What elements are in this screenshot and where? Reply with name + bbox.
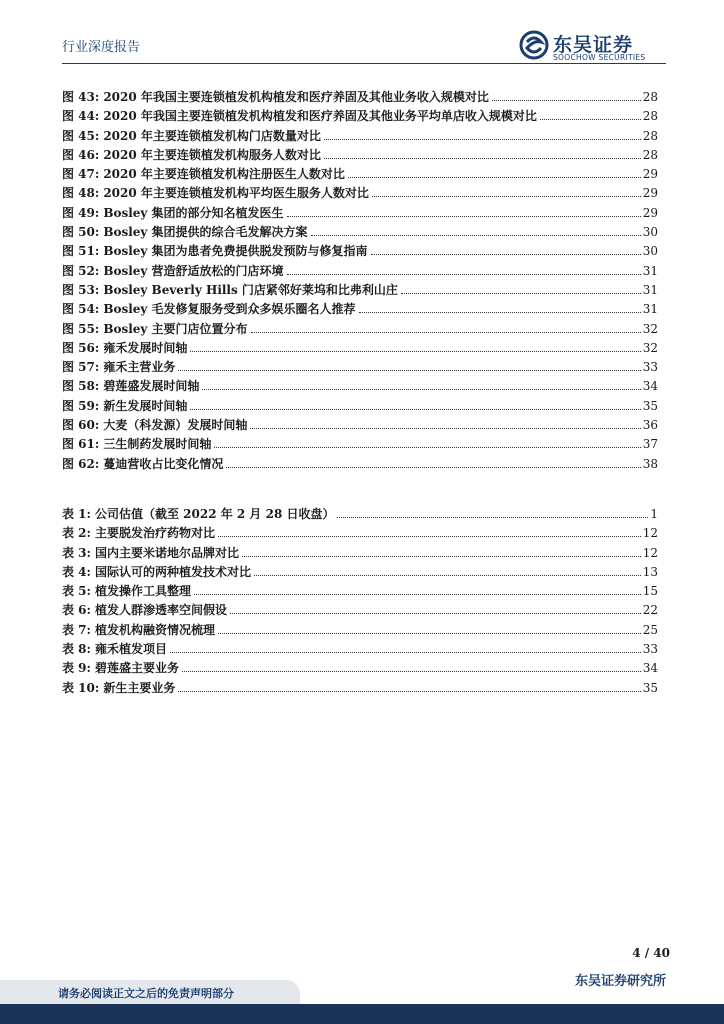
table-label: 表 4:: [62, 564, 91, 579]
figure-label: 图 43:: [62, 90, 100, 104]
dot-leader: [178, 370, 640, 371]
table-page-number: 12: [642, 526, 658, 541]
figure-title: 新生发展时间轴: [103, 398, 188, 413]
table-title: 主要脱发治疗药物对比: [94, 526, 215, 541]
table-title: 公司估值（截至 2022 年 2 月 28 日收盘）: [94, 507, 335, 521]
figure-page-number: 31: [642, 302, 658, 317]
page-number: 4 / 40: [632, 946, 670, 960]
figure-label: 图 47:: [62, 167, 100, 182]
table-toc-entry[interactable]: [62, 621, 658, 640]
figure-title: Bosley 集团的部分知名植发医生: [103, 205, 284, 220]
figure-page-number: 36: [642, 418, 658, 433]
dot-leader: [287, 216, 641, 217]
footer-band: [0, 1004, 724, 1024]
table-label: 表 1:: [62, 507, 91, 521]
table-page-number: 1: [650, 507, 658, 521]
table-title: 国际认可的两种植发技术对比: [94, 564, 251, 579]
table-toc-list: [62, 505, 658, 698]
table-title: 植发操作工具整理: [94, 584, 191, 599]
header-section-label: 行业深度报告: [62, 40, 141, 55]
figure-page-number: 33: [642, 360, 658, 375]
figure-toc-entry[interactable]: [62, 262, 658, 281]
dot-leader: [170, 652, 641, 653]
figure-toc-entry[interactable]: [62, 88, 658, 107]
table-title: 雍禾植发项目: [94, 642, 167, 657]
figure-toc-entry[interactable]: [62, 358, 658, 377]
figure-page-number: 32: [642, 340, 658, 355]
dot-leader: [178, 691, 640, 692]
figure-page-number: 29: [642, 167, 658, 182]
figure-label: 图 57:: [62, 360, 100, 375]
dot-leader: [311, 235, 641, 236]
table-page-number: 33: [642, 642, 658, 657]
figure-title: 蔓迪营收占比变化情况: [103, 456, 224, 471]
figure-label: 图 62:: [62, 456, 100, 471]
figure-toc-entry[interactable]: [62, 184, 658, 203]
figure-page-number: 32: [642, 321, 658, 336]
figure-label: 图 48:: [62, 186, 100, 201]
brand-logo: [519, 30, 669, 64]
table-toc-entry[interactable]: [62, 582, 658, 601]
figure-title: Bosley 集团提供的综合毛发解决方案: [103, 225, 308, 240]
figure-toc-entry[interactable]: [62, 204, 658, 223]
figure-toc-entry[interactable]: [62, 300, 658, 319]
table-page-number: 34: [642, 661, 658, 676]
figure-page-number: 38: [642, 456, 658, 471]
figure-page-number: 30: [642, 244, 658, 259]
dot-leader: [324, 158, 641, 159]
figure-toc-entry[interactable]: [62, 107, 658, 126]
figure-title: 2020 年我国主要连锁植发机构植发和医疗养固及其他业务收入规模对比: [103, 90, 489, 104]
table-label: 表 6:: [62, 603, 91, 618]
dot-leader: [242, 556, 641, 557]
dot-leader: [401, 293, 641, 294]
figure-toc-entry[interactable]: [62, 165, 658, 184]
figure-page-number: 28: [642, 128, 658, 143]
table-toc-entry[interactable]: [62, 679, 658, 698]
dot-leader: [254, 575, 641, 576]
figure-page-number: 29: [642, 205, 658, 220]
figure-title: Bosley 集团为患者免费提供脱发预防与修复指南: [103, 244, 368, 259]
dot-leader: [250, 428, 640, 429]
figure-label: 图 61:: [62, 437, 100, 452]
figure-label: 图 51:: [62, 244, 100, 259]
dot-leader: [492, 100, 641, 101]
table-toc-entry[interactable]: [62, 563, 658, 582]
figure-title: 雍禾发展时间轴: [103, 340, 188, 355]
table-label: 表 3:: [62, 545, 91, 560]
figure-title: Bosley 毛发修复服务受到众多娱乐圈名人推荐: [103, 302, 356, 317]
figure-toc-entry[interactable]: [62, 320, 658, 339]
figure-toc-entry[interactable]: [62, 339, 658, 358]
dot-leader: [251, 332, 641, 333]
figure-label: 图 53:: [62, 282, 100, 297]
figure-title: Bosley 营造舒适放松的门店环境: [103, 263, 284, 278]
figure-toc-entry[interactable]: [62, 397, 658, 416]
figure-title: 2020 年主要连锁植发机构服务人数对比: [103, 147, 321, 162]
dot-leader: [226, 467, 640, 468]
figure-toc-entry[interactable]: [62, 416, 658, 435]
table-toc-entry[interactable]: [62, 524, 658, 543]
figure-page-number: 28: [642, 109, 658, 124]
dot-leader: [540, 119, 641, 120]
figure-page-number: 34: [642, 379, 658, 394]
figure-page-number: 30: [642, 225, 658, 240]
figure-label: 图 60:: [62, 418, 100, 433]
figure-toc-entry[interactable]: [62, 242, 658, 261]
table-toc-entry[interactable]: [62, 544, 658, 563]
figure-title: 2020 年我国主要连锁植发机构植发和医疗养固及其他业务平均单店收入规模对比: [103, 109, 537, 124]
dot-leader: [218, 536, 641, 537]
figure-toc-entry[interactable]: [62, 146, 658, 165]
table-toc-entry[interactable]: [62, 601, 658, 620]
table-title: 国内主要米诺地尔品牌对比: [94, 545, 239, 560]
table-label: 表 9:: [62, 661, 91, 676]
figure-title: 大麦（科发源）发展时间轴: [103, 418, 248, 433]
dot-leader: [214, 447, 640, 448]
figure-label: 图 45:: [62, 128, 100, 143]
soochow-logo-icon: [519, 30, 549, 60]
table-page-number: 35: [642, 680, 658, 695]
figure-title: Bosley 主要门店位置分布: [103, 321, 248, 336]
dot-leader: [218, 633, 641, 634]
dot-leader: [371, 254, 641, 255]
figure-label: 图 50:: [62, 225, 100, 240]
table-toc-entry[interactable]: [62, 505, 658, 524]
figure-title: Bosley Beverly Hills 门店紧邻好莱坞和比弗利山庄: [103, 282, 398, 297]
figure-label: 图 44:: [62, 109, 100, 124]
table-toc-entry[interactable]: [62, 659, 658, 678]
figure-toc-entry[interactable]: [62, 435, 658, 454]
dot-leader: [182, 671, 641, 672]
dot-leader: [194, 594, 641, 595]
institute-name: 东吴证券研究所: [574, 974, 666, 989]
dot-leader: [337, 517, 648, 518]
figure-label: 图 46:: [62, 147, 100, 162]
dot-leader: [230, 613, 641, 614]
disclaimer-text: 请务必阅读正文之后的免责声明部分: [58, 987, 234, 1000]
figure-label: 图 59:: [62, 398, 100, 413]
disclaimer-tab: [0, 980, 300, 1004]
table-page-number: 12: [642, 545, 658, 560]
header-divider: [62, 63, 666, 64]
figure-label: 图 52:: [62, 263, 100, 278]
logo-chinese-name: 东吴证券: [553, 34, 634, 56]
figure-title: 三生制药发展时间轴: [103, 437, 212, 452]
table-title: 碧莲盛主要业务: [94, 661, 179, 676]
figure-label: 图 49:: [62, 205, 100, 220]
logo-english-name: SOOCHOW SECURITIES: [553, 53, 646, 62]
table-page-number: 25: [642, 622, 658, 637]
figure-label: 图 58:: [62, 379, 100, 394]
table-label: 表 2:: [62, 526, 91, 541]
figure-toc-list: [62, 88, 658, 474]
table-page-number: 15: [642, 584, 658, 599]
dot-leader: [190, 409, 640, 410]
table-label: 表 7:: [62, 622, 91, 637]
figure-title: 雍禾主营业务: [103, 360, 176, 375]
figure-label: 图 56:: [62, 340, 100, 355]
figure-page-number: 37: [642, 437, 658, 452]
dot-leader: [372, 196, 641, 197]
table-page-number: 13: [642, 564, 658, 579]
table-title: 植发机构融资情况梳理: [94, 622, 215, 637]
table-title: 新生主要业务: [103, 680, 176, 695]
dot-leader: [324, 139, 641, 140]
figure-toc-entry[interactable]: [62, 127, 658, 146]
figure-page-number: 28: [642, 147, 658, 162]
dot-leader: [190, 351, 640, 352]
dot-leader: [348, 177, 641, 178]
figure-title: 碧莲盛发展时间轴: [103, 379, 200, 394]
figure-page-number: 35: [642, 398, 658, 413]
figure-page-number: 29: [642, 186, 658, 201]
table-page-number: 22: [642, 603, 658, 618]
figure-page-number: 31: [642, 263, 658, 278]
figure-toc-entry[interactable]: [62, 223, 658, 242]
table-label: 表 5:: [62, 584, 91, 599]
figure-title: 2020 年主要连锁植发机构门店数量对比: [103, 128, 321, 143]
dot-leader: [287, 274, 641, 275]
table-title: 植发人群渗透率空间假设: [94, 603, 227, 618]
figure-title: 2020 年主要连锁植发机构平均医生服务人数对比: [103, 186, 369, 201]
figure-title: 2020 年主要连锁植发机构注册医生人数对比: [103, 167, 345, 182]
dot-leader: [359, 312, 641, 313]
figure-toc-entry[interactable]: [62, 455, 658, 474]
figure-page-number: 31: [642, 282, 658, 297]
table-label: 表 10:: [62, 680, 100, 695]
figure-label: 图 55:: [62, 321, 100, 336]
figure-page-number: 28: [642, 90, 658, 104]
dot-leader: [202, 389, 640, 390]
table-toc-entry[interactable]: [62, 640, 658, 659]
figure-toc-entry[interactable]: [62, 281, 658, 300]
figure-label: 图 54:: [62, 302, 100, 317]
figure-toc-entry[interactable]: [62, 377, 658, 396]
table-label: 表 8:: [62, 642, 91, 657]
